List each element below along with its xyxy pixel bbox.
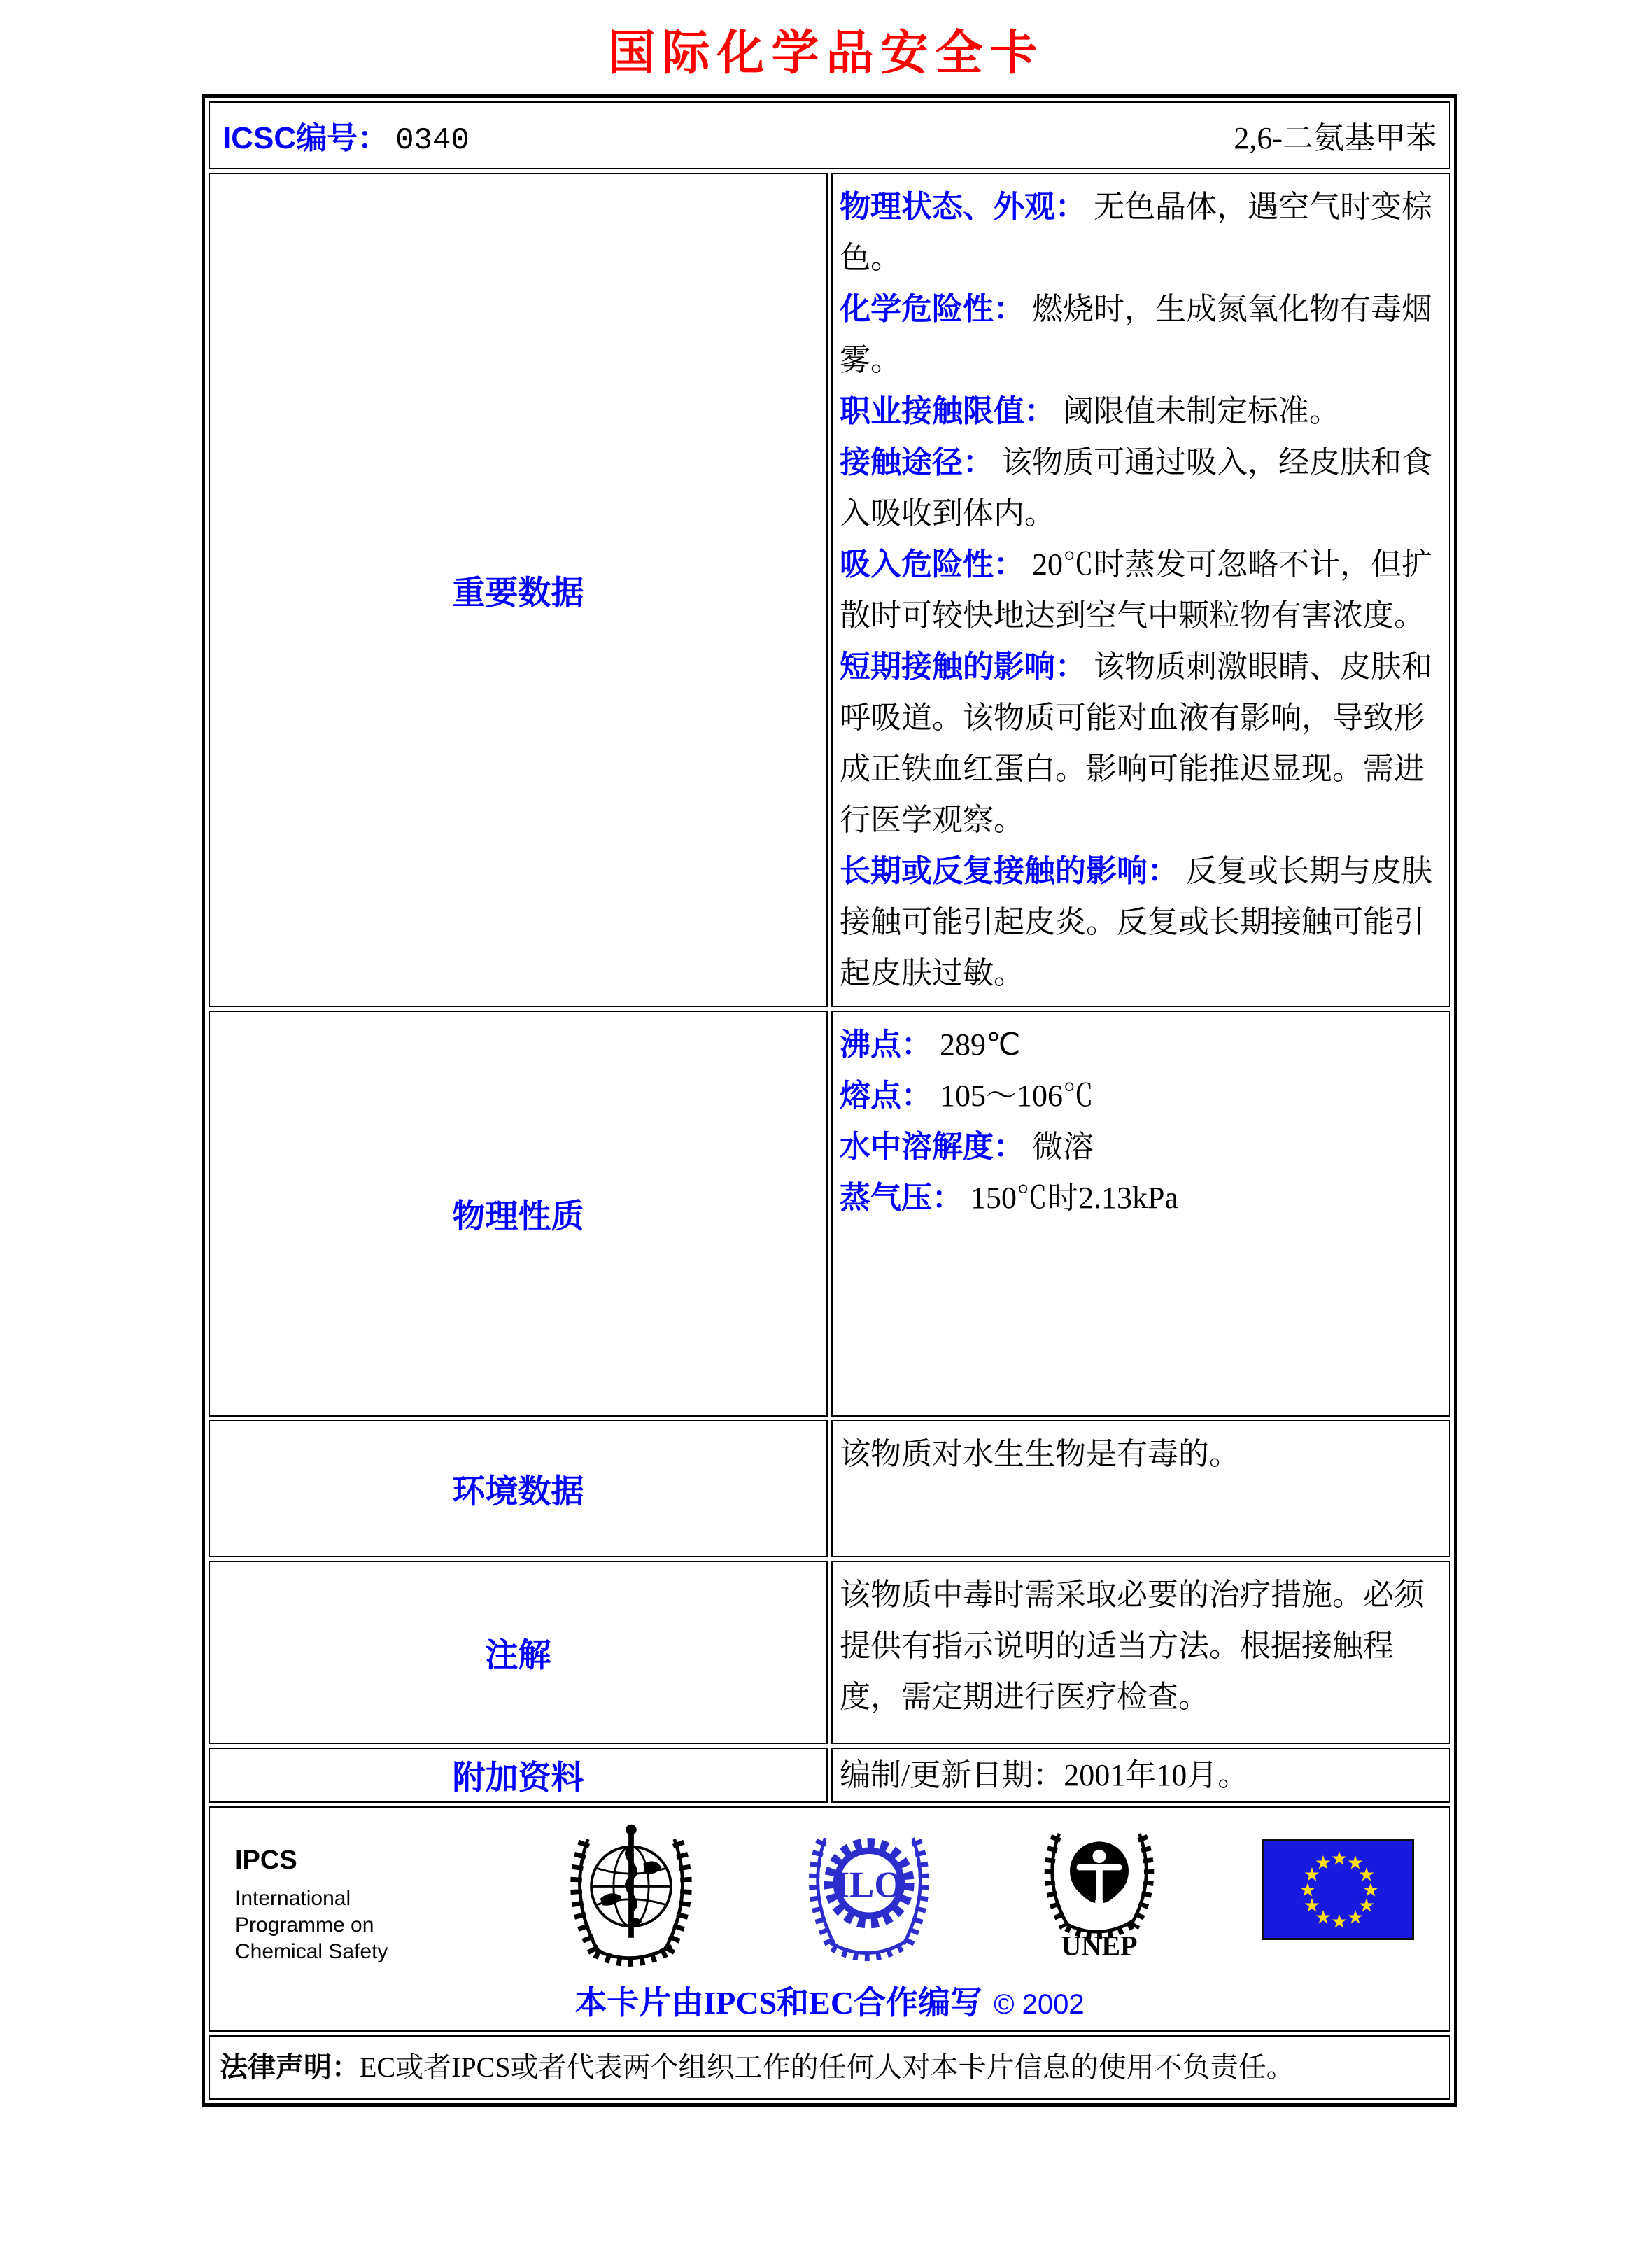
section-content: [831, 1011, 1450, 1417]
ipcs-acronym: IPCS: [235, 1846, 297, 1875]
page-title: 国际化学品安全卡: [607, 27, 1045, 80]
ipcs-block: [235, 1819, 459, 1965]
ipcs-line: Programme on: [235, 1913, 374, 1937]
eu-star-icon: ★: [1330, 1911, 1348, 1932]
eu-star-icon: ★: [1299, 1879, 1317, 1901]
field: [840, 181, 1439, 283]
credit-line: [231, 1977, 1428, 2023]
section-row-notes: [209, 1561, 1450, 1744]
field-text: 燃烧时，生成氮氧化物有毒烟雾。: [840, 292, 1432, 377]
eu-star-icon: ★: [1362, 1879, 1380, 1901]
ilo-logo-icon: [803, 1819, 936, 1967]
field-text: 编制/更新日期：2001年10月。: [840, 1757, 1249, 1792]
field-text: 该物质对水生生物是有毒的。: [840, 1437, 1240, 1471]
field-text: 该物质可通过吸入，经皮肤和食入吸收到体内。: [840, 445, 1432, 531]
field-text: 无色晶体，遇空气时变棕色。: [840, 190, 1432, 275]
legal-row: [209, 2035, 1450, 2100]
field: [840, 539, 1439, 641]
row-label: 物理性质: [209, 1011, 828, 1417]
field: [840, 386, 1439, 437]
field-text: 微溶: [1032, 1130, 1094, 1164]
field-label: 化学危险性：: [840, 292, 1024, 326]
eu-star-icon: ★: [1357, 1895, 1376, 1916]
icsc-number-label: ICSC编号：: [223, 121, 389, 155]
field: [840, 641, 1439, 845]
eu-star-icon: ★: [1303, 1864, 1321, 1885]
row-label: 重要数据: [209, 173, 828, 1007]
legal-label: 法律声明：: [220, 2052, 360, 2083]
section-row-environmental-data: [209, 1420, 1450, 1557]
ipcs-line: International: [235, 1887, 351, 1910]
section-content: [831, 1561, 1450, 1744]
field-label: 蒸气压：: [840, 1181, 963, 1215]
field-text: 阈限值未制定标准。: [1063, 394, 1340, 428]
field: [840, 283, 1439, 386]
field-label: 职业接触限值：: [840, 394, 1055, 428]
field: [840, 845, 1439, 999]
field-label: 物理状态、外观：: [840, 190, 1086, 224]
field: [840, 1121, 1439, 1172]
eu-star-icon: ★: [1314, 1906, 1332, 1928]
eu-star-icon: ★: [1314, 1852, 1332, 1874]
copyright-text: © 2002: [994, 1989, 1085, 2020]
who-logo-icon: [563, 1819, 700, 1972]
icsc-number-value: 0340: [395, 123, 470, 158]
row-label: 附加资料: [209, 1748, 828, 1803]
row-label: 注解: [209, 1561, 828, 1744]
logos-row: [209, 1806, 1450, 2032]
field-label: 短期接触的影响：: [840, 649, 1086, 684]
legal-text: EC或者IPCS或者代表两个组织工作的任何人对本卡片信息的使用不负责任。: [360, 2051, 1294, 2083]
section-content: [831, 1420, 1450, 1557]
field-text: 20℃时蒸发可忽略不计，但扩散时可较快地达到空气中颗粒物有害浓度。: [840, 547, 1432, 633]
section-content: [831, 1748, 1450, 1803]
field: [840, 1019, 1439, 1070]
field-label: 水中溶解度：: [840, 1130, 1024, 1164]
ilo-logo-text: ILO: [835, 1864, 903, 1906]
ipcs-line: Chemical Safety: [235, 1940, 388, 1963]
field-label: 接触途径：: [840, 445, 994, 479]
field: [840, 437, 1439, 539]
field-label: 熔点：: [840, 1079, 932, 1113]
field-text: 289℃: [940, 1027, 1021, 1062]
logo-strip: [231, 1815, 1428, 1972]
section-row-important-data: [209, 173, 1450, 1007]
section-row-additional-info: [209, 1748, 1450, 1803]
section-content: [831, 173, 1450, 1007]
unep-logo-icon: [1039, 1819, 1159, 1963]
eu-star-icon: ★: [1330, 1848, 1348, 1869]
field-text: 105～106℃: [940, 1079, 1094, 1113]
eu-star-icon: ★: [1346, 1906, 1364, 1928]
field-label: 沸点：: [840, 1027, 932, 1062]
field-text: 反复或长期与皮肤接触可能引起皮炎。反复或长期接触可能引起皮肤过敏。: [840, 854, 1432, 990]
field: [840, 1428, 1439, 1480]
unep-logo-text: UNEP: [1060, 1930, 1138, 1962]
credit-text: 本卡片由IPCS和EC合作编写: [574, 1985, 983, 2021]
icsc-card-table: [202, 94, 1457, 2107]
eu-star-icon: ★: [1346, 1852, 1364, 1874]
section-row-physical-properties: [209, 1011, 1450, 1417]
eu-star-icon: ★: [1357, 1864, 1376, 1885]
field-label: 吸入危险性：: [840, 547, 1024, 582]
field: [840, 1070, 1439, 1121]
field: [840, 1569, 1439, 1722]
field-text: 该物质刺激眼睛、皮肤和呼吸道。该物质可能对血液有影响，导致形成正铁血红蛋白。影响可能推迟显现。需进行医学观察。: [840, 649, 1432, 837]
field-text: 150℃时2.13kPa: [970, 1181, 1178, 1215]
field-text: 该物质中毒时需采取必要的治疗措施。必须提供有指示说明的适当方法。根据接触程度，需定期进行医疗检查。: [840, 1578, 1425, 1714]
eu-flag-icon: [1262, 1839, 1414, 1940]
field-label: 长期或反复接触的影响：: [840, 854, 1178, 888]
header-row: [209, 101, 1450, 169]
chemical-name: 2,6-二氨基甲苯: [1234, 121, 1436, 155]
row-label: 环境数据: [209, 1420, 828, 1557]
field: [840, 1172, 1439, 1223]
eu-star-icon: ★: [1303, 1895, 1321, 1916]
